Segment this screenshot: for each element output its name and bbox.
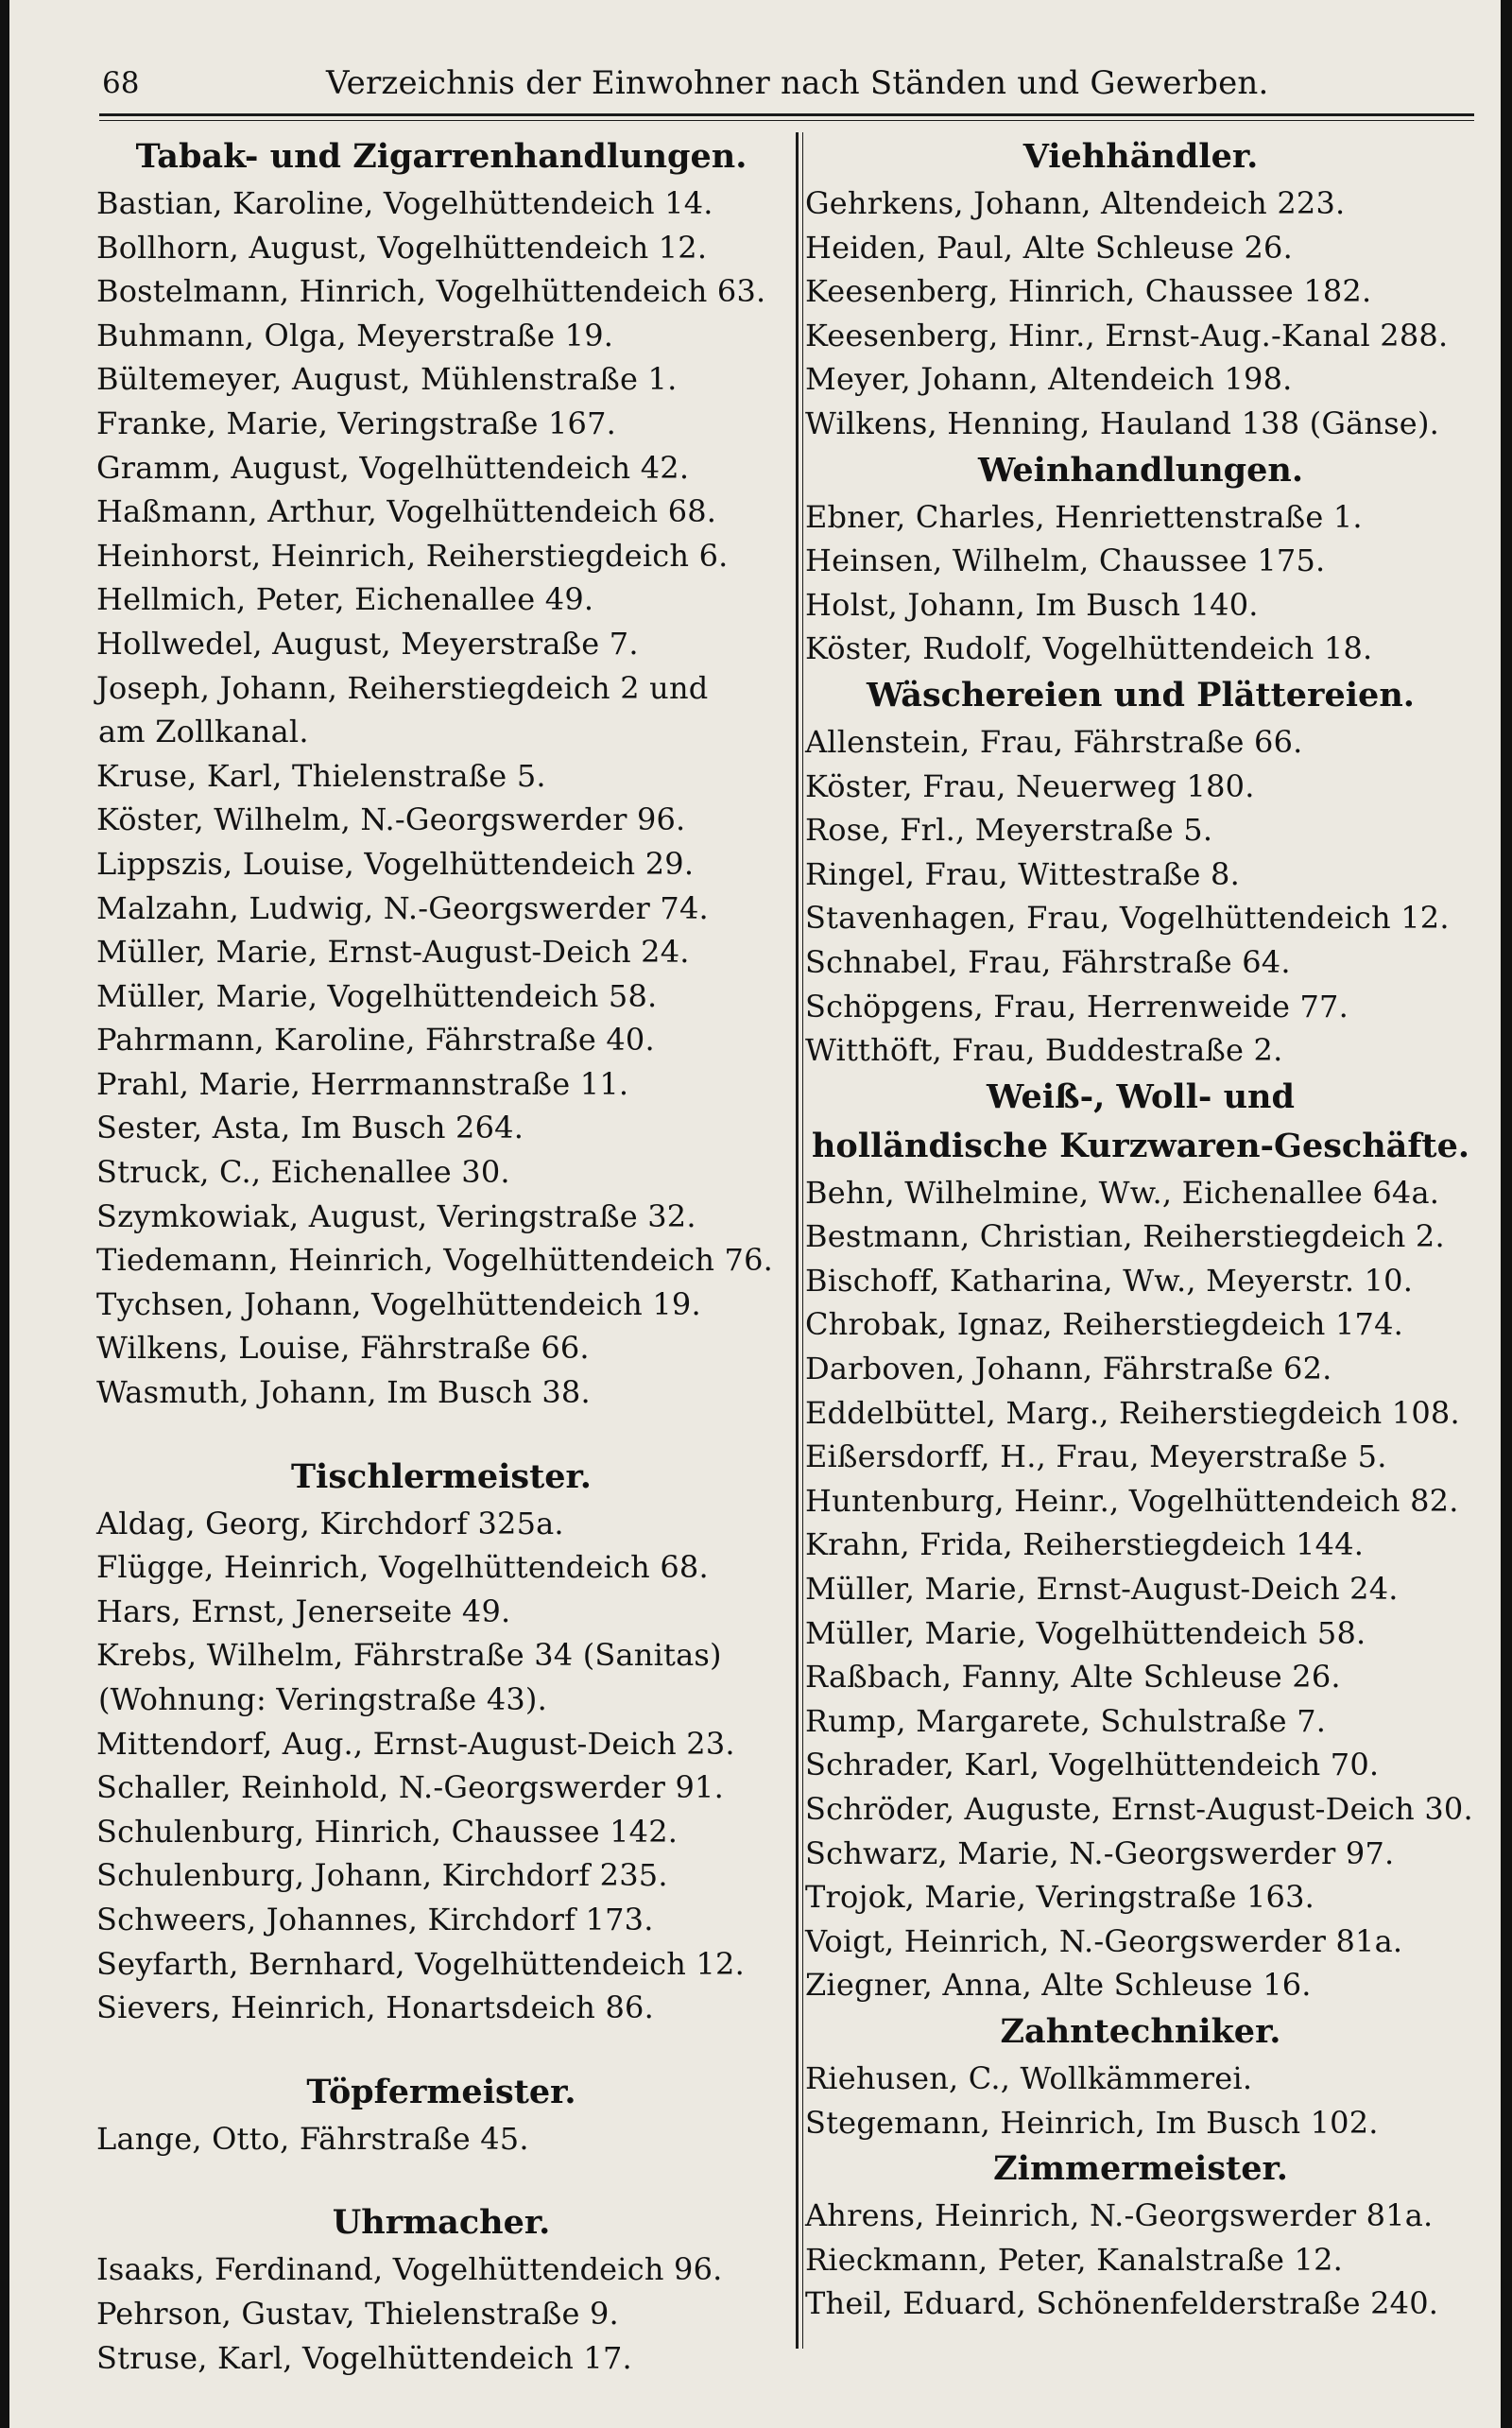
directory-entry: Bischoff, Katharina, Ww., Meyerstr. 10. (805, 1262, 1414, 1299)
directory-entry: Tychsen, Johann, Vogelhüttendeich 19. (96, 1285, 701, 1322)
directory-entry: Wilkens, Louise, Fährstraße 66. (96, 1330, 590, 1367)
directory-entry: Ahrens, Heinrich, N.-Georgswerder 81a. (805, 2197, 1434, 2234)
directory-entry: Ziegner, Anna, Alte Schleuse 16. (805, 1967, 1312, 2004)
section-tischler (96, 1502, 786, 2030)
directory-entry: Schöpgens, Frau, Herrenweide 77. (805, 988, 1349, 1025)
directory-entry: Riehusen, C., Wollkämmerei. (805, 2059, 1253, 2096)
section-waesche (805, 720, 1476, 1073)
directory-entry: Szymkowiak, August, Veringstraße 32. (96, 1197, 696, 1234)
directory-entry: Gehrkens, Johann, Altendeich 223. (805, 185, 1346, 221)
directory-entry: Schaller, Reinhold, N.-Georgswerder 91. (96, 1769, 724, 1806)
directory-entry: Tiedemann, Heinrich, Vogelhüttendeich 76. (96, 1242, 774, 1279)
directory-entry: Prahl, Marie, Herrmannstraße 11. (96, 1065, 629, 1102)
directory-entry: Buhmann, Olga, Meyerstraße 19. (96, 317, 614, 353)
directory-page (9, 0, 1501, 2428)
directory-entry: Köster, Frau, Neuerweg 180. (805, 767, 1255, 804)
directory-entry: Hollwedel, August, Meyerstraße 7. (96, 625, 639, 662)
right-column (805, 132, 1476, 2326)
directory-entry: Eißersdorff, H., Frau, Meyerstraße 5. (805, 1438, 1387, 1475)
directory-entry: Eddelbüttel, Marg., Reiherstiegdeich 108. (805, 1394, 1460, 1431)
directory-entry: Schulenburg, Johann, Kirchdorf 235. (96, 1857, 668, 1894)
directory-entry: Schrader, Karl, Vogelhüttendeich 70. (805, 1747, 1380, 1783)
directory-entry: Trojok, Marie, Veringstraße 163. (805, 1879, 1315, 1916)
directory-entry: Pehrson, Gustav, Thielenstraße 9. (96, 2295, 619, 2332)
directory-entry: Hellmich, Peter, Eichenallee 49. (96, 581, 594, 618)
directory-entry: Müller, Marie, Ernst-August-Deich 24. (96, 934, 690, 971)
directory-entry: Hars, Ernst, Jenerseite 49. (96, 1593, 511, 1629)
section-zimmer (805, 2194, 1476, 2326)
directory-entry-continuation: am Zollkanal. (98, 714, 309, 750)
column-divider (796, 132, 799, 2349)
running-title: Verzeichnis der Einwohner nach Ständen und Gewerben. (326, 64, 1269, 102)
directory-entry: Wilkens, Henning, Hauland 138 (Gänse). (805, 405, 1440, 441)
directory-entry: Joseph, Johann, Reiherstiegdeich 2 und (96, 669, 709, 706)
section-heading-weiss-line1: Weiß-, Woll- und (987, 1076, 1295, 1116)
section-heading-weiss-line2: holländische Kurzwaren-Geschäfte. (811, 1126, 1470, 1165)
directory-entry: Bollhorn, August, Vogelhüttendeich 12. (96, 229, 708, 266)
directory-entry: Voigt, Heinrich, N.-Georgswerder 81a. (805, 1922, 1403, 1959)
directory-entry: Lippszis, Louise, Vogelhüttendeich 29. (96, 845, 695, 882)
section-heading-zahn: Zahntechniker. (1000, 2011, 1281, 2051)
directory-entry: Köster, Wilhelm, N.-Georgswerder 96. (96, 801, 686, 838)
directory-entry: Huntenburg, Heinr., Vogelhüttendeich 82. (805, 1482, 1459, 1519)
directory-entry: Lange, Otto, Fährstraße 45. (96, 2120, 529, 2157)
directory-entry: Mittendorf, Aug., Ernst-August-Deich 23. (96, 1725, 735, 1762)
section-heading-tabak: Tabak- und Zigarrenhandlungen. (135, 137, 747, 176)
directory-entry: Struse, Karl, Vogelhüttendeich 17. (96, 2339, 632, 2376)
section-heading-toepfer: Töpfermeister. (306, 2072, 576, 2111)
directory-entry: Isaaks, Ferdinand, Vogelhüttendeich 96. (96, 2251, 723, 2288)
section-heading-tischler: Tischlermeister. (291, 1456, 592, 1496)
header-rule (99, 113, 1474, 116)
directory-entry: Wasmuth, Johann, Im Busch 38. (96, 1374, 591, 1411)
directory-entry: Ringel, Frau, Wittestraße 8. (805, 855, 1240, 892)
section-zahn (805, 2057, 1476, 2144)
directory-entry: Bastian, Karoline, Vogelhüttendeich 14. (96, 185, 713, 221)
directory-entry: Schröder, Auguste, Ernst-August-Deich 30. (805, 1791, 1473, 1827)
directory-entry: Heinhorst, Heinrich, Reiherstiegdeich 6. (96, 537, 729, 574)
directory-entry: Krebs, Wilhelm, Fährstraße 34 (Sanitas) (96, 1637, 722, 1674)
directory-entry: Schulenburg, Hinrich, Chaussee 142. (96, 1813, 679, 1850)
directory-entry: Flügge, Heinrich, Vogelhüttendeich 68. (96, 1549, 709, 1586)
directory-entry: Witthöft, Frau, Buddestraße 2. (805, 1032, 1283, 1069)
section-uhrmacher (96, 2247, 786, 2380)
directory-entry: Gramm, August, Vogelhüttendeich 42. (96, 449, 690, 486)
directory-entry: Keesenberg, Hinrich, Chaussee 182. (805, 273, 1372, 310)
section-heading-uhrmacher: Uhrmacher. (332, 2203, 551, 2243)
directory-entry: Malzahn, Ludwig, N.-Georgswerder 74. (96, 889, 709, 926)
section-wein (805, 495, 1476, 671)
directory-entry: Behn, Wilhelmine, Ww., Eichenallee 64a. (805, 1174, 1440, 1211)
section-vieh (805, 181, 1476, 446)
directory-entry: Haßmann, Arthur, Vogelhüttendeich 68. (96, 493, 717, 530)
directory-entry: Franke, Marie, Veringstraße 167. (96, 405, 617, 441)
directory-entry: Schwarz, Marie, N.-Georgswerder 97. (805, 1834, 1395, 1871)
directory-entry: Müller, Marie, Vogelhüttendeich 58. (96, 977, 658, 1014)
directory-entry: Stavenhagen, Frau, Vogelhüttendeich 12. (805, 900, 1450, 937)
section-heading-wein: Weinhandlungen. (977, 450, 1304, 490)
directory-entry-continuation: (Wohnung: Veringstraße 43). (98, 1681, 547, 1717)
directory-entry: Schweers, Johannes, Kirchdorf 173. (96, 1901, 654, 1937)
page-number: 68 (102, 66, 140, 100)
directory-entry: Heinsen, Wilhelm, Chaussee 175. (805, 542, 1326, 579)
directory-entry: Köster, Rudolf, Vogelhüttendeich 18. (805, 630, 1373, 667)
directory-entry: Darboven, Johann, Fährstraße 62. (805, 1351, 1332, 1387)
directory-entry: Ebner, Charles, Henriettenstraße 1. (805, 498, 1363, 535)
directory-entry: Struck, C., Eichenallee 30. (96, 1154, 510, 1191)
directory-entry: Meyer, Johann, Altendeich 198. (805, 361, 1293, 398)
directory-entry: Rieckmann, Peter, Kanalstraße 12. (805, 2241, 1344, 2278)
directory-entry: Seyfarth, Bernhard, Vogelhüttendeich 12. (96, 1945, 745, 1982)
directory-entry: Bestmann, Christian, Reiherstiegdeich 2. (805, 1218, 1445, 1255)
page-header (9, 59, 1501, 115)
directory-entry: Rose, Frl., Meyerstraße 5. (805, 812, 1213, 849)
directory-entry: Chrobak, Ignaz, Reiherstiegdeich 174. (805, 1306, 1404, 1343)
section-heading-waesche: Wäschereien und Plättereien. (867, 675, 1415, 715)
section-heading-vieh: Viehhändler. (1022, 137, 1259, 176)
directory-entry: Sester, Asta, Im Busch 264. (96, 1110, 524, 1146)
section-heading-zimmer: Zimmermeister. (993, 2149, 1288, 2189)
directory-entry: Müller, Marie, Vogelhüttendeich 58. (805, 1614, 1366, 1651)
directory-entry: Allenstein, Frau, Fährstraße 66. (805, 723, 1303, 760)
directory-entry: Holst, Johann, Im Busch 140. (805, 586, 1259, 623)
section-toepfer (96, 2117, 786, 2161)
directory-entry: Krahn, Frida, Reiherstiegdeich 144. (805, 1526, 1365, 1563)
left-column (96, 132, 786, 2380)
directory-entry: Stegemann, Heinrich, Im Busch 102. (805, 2104, 1379, 2141)
directory-entry: Heiden, Paul, Alte Schleuse 26. (805, 229, 1293, 266)
directory-entry: Raßbach, Fanny, Alte Schleuse 26. (805, 1659, 1341, 1696)
directory-entry: Theil, Eduard, Schönenfelderstraße 240. (805, 2285, 1439, 2322)
section-tabak (96, 181, 786, 1415)
directory-entry: Müller, Marie, Ernst-August-Deich 24. (805, 1571, 1399, 1608)
column-divider-thin (802, 132, 803, 2349)
directory-entry: Bültemeyer, August, Mühlenstraße 1. (96, 361, 678, 398)
directory-entry: Sievers, Heinrich, Honartsdeich 86. (96, 1989, 654, 2026)
section-weiss (805, 1171, 1476, 2007)
directory-entry: Keesenberg, Hinr., Ernst-Aug.-Kanal 288. (805, 317, 1449, 353)
directory-entry: Schnabel, Frau, Fährstraße 64. (805, 943, 1291, 980)
directory-entry: Bostelmann, Hinrich, Vogelhüttendeich 63. (96, 273, 766, 310)
header-rule-thin (99, 120, 1474, 121)
directory-entry: Kruse, Karl, Thielenstraße 5. (96, 757, 546, 794)
directory-entry: Rump, Margarete, Schulstraße 7. (805, 1702, 1327, 1739)
directory-entry: Aldag, Georg, Kirchdorf 325a. (96, 1505, 564, 1541)
directory-entry: Pahrmann, Karoline, Fährstraße 40. (96, 1022, 655, 1059)
